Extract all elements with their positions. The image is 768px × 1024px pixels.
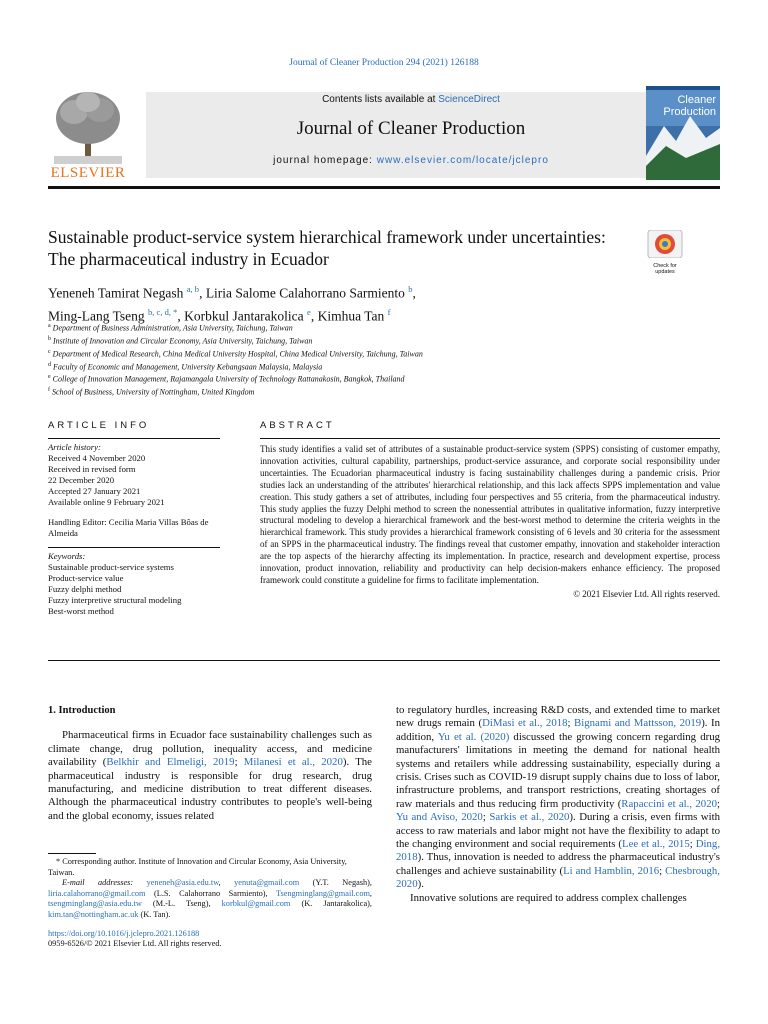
keywords-rule <box>48 547 220 548</box>
footnote-rule <box>48 853 96 854</box>
corresponding-author-note: * Corresponding author. Institute of Innovation and Circular Economy, Asia University, Taiwan. <box>48 857 347 877</box>
author-list: Yeneneh Tamirat Negash $^{a, b}$, Liria Salome Calahorrano Sarmiento $^b$, Ming-Lang Tseng $^{b, c, d, *}$, Korbkul Jantarakolica $^e$, Kimhua Tan $^f$ <box>48 284 416 323</box>
body-paragraph: Pharmaceutical firms in Ecuador face sustainability challenges such as climate change, drug pollution, inequality access, and medicine availability (Belkhir and Elmeligi, 2019; Milanesi et al., 2020). The pharmaceutical industry is responsible for drug research, drug manufacturing, and medicine distribution to treat different diseases. Although the pharmaceutical industry contributes to people's well-being and the global economy, issues related <box>48 729 372 822</box>
citation-link[interactable]: Lee et al., 2015 <box>622 838 690 851</box>
body-paragraph: Innovative solutions are required to address complex challenges <box>410 891 687 904</box>
keywords-label: Keywords: <box>48 550 86 561</box>
keyword: Best-worst method <box>48 606 114 617</box>
abstract-heading: ABSTRACT <box>260 420 335 431</box>
author-name[interactable]: Yeneneh Tamirat Negash <box>48 285 184 301</box>
email-link[interactable]: yeneneh@asia.edu.tw <box>146 878 219 888</box>
citation-link[interactable]: Li and Hamblin, 2016 <box>563 864 660 877</box>
publisher-wordmark: ELSEVIER <box>50 165 126 181</box>
author-affiliation-marker[interactable]: b, c, d, * <box>148 306 178 317</box>
abstract <box>260 444 720 601</box>
citation-link[interactable]: Chesbrough, 2020 <box>396 864 721 891</box>
article-title: Sustainable product-service system hierarchical framework under uncertainties: The pharmaceutical industry in Ecuador <box>48 227 606 269</box>
body-right-column <box>396 704 720 905</box>
article-history-label: Article history: <box>48 442 101 452</box>
body-paragraph: to regulatory hurdles, increasing R&D costs, and extended time to market new drugs remain (DiMasi et al., 2018; Bignami and Mattsson, 2019). In addition, Yu et al. (2020) discussed the growing concern regarding drug manufacturers' limitations in meeting the demand for national health systems and retailers while addressing sustainability, especially during a crisis. Crises such as COVID-19 disrupt supply chains due to loss of labor, infrastructure problems, and transport restrictions, creating shortages of raw materials and thus reducing firm productivity (Rapaccini et al., 2020; Yu and Aviso, 2020; Sarkis et al., 2020). During a crisis, even firms with access to raw materials and labor might not have the flexibility to adapt to the changing environment and social requirements (Lee et al., 2015; Ding, 2018). Thus, innovation is needed to address the pharmaceutical industry's challenges and achieve sustainability (Li and Hamblin, 2016; Chesbrough, 2020). <box>396 704 721 891</box>
affiliation-marker: a <box>48 323 51 329</box>
citation-link[interactable]: Ding, 2018 <box>396 838 721 864</box>
affiliation-text: School of Business, University of Nottingham, United Kingdom <box>52 387 255 397</box>
section-heading: 1. Introduction <box>48 705 116 716</box>
author-affiliation-marker[interactable]: a, b <box>186 284 200 294</box>
affiliation <box>48 372 668 385</box>
journal-banner <box>146 92 676 178</box>
issn-line: 0959-6526/© 2021 Elsevier Ltd. All rights reserved. <box>48 939 222 949</box>
article-info <box>48 442 223 617</box>
check-updates-icon <box>646 230 684 258</box>
affiliation <box>48 321 668 334</box>
citation-link[interactable]: Yu and Aviso, 2020 <box>396 811 483 824</box>
affiliation-text: Department of Medical Research, China Medical University Hospital, China Medical University, Taichung, Taiwan <box>52 349 423 359</box>
citation-link[interactable]: Sarkis et al., 2020 <box>489 811 570 824</box>
doi-link[interactable]: https://doi.org/10.1016/j.jclepro.2021.126188 <box>48 928 200 938</box>
keyword: Sustainable product-service systems <box>48 561 174 572</box>
history-entry: Received in revised form <box>48 464 136 475</box>
abstract-rule <box>260 438 720 439</box>
journal-homepage-line: journal homepage: www.elsevier.com/locate/jclepro <box>273 155 549 166</box>
affiliation <box>48 334 668 347</box>
handling-editor: Handling Editor: Cecilia Maria Villas Bôas de Almeida <box>48 516 209 538</box>
history-entry: Accepted 27 January 2021 <box>48 486 141 497</box>
body-left-column <box>48 704 372 823</box>
affiliation-marker: f <box>48 387 50 394</box>
check-for-updates-button[interactable] <box>646 230 684 275</box>
citation-link[interactable]: Yu et al. (2020) <box>437 730 510 743</box>
citation-link[interactable]: DiMasi et al., 2018 <box>482 717 568 730</box>
journal-title: Journal of Cleaner Production <box>296 118 526 139</box>
article-history <box>48 453 223 508</box>
sciencedirect-link[interactable]: ScienceDirect <box>438 94 500 105</box>
journal-citation[interactable]: Journal of Cleaner Production 294 (2021) 126188 <box>289 58 479 68</box>
email-link[interactable]: Tsengminglang@gmail.com <box>275 888 370 898</box>
affiliation-text: College of Innovation Management, Rajamangala University of Technology Rattanakosin, Bangkok, Thailand <box>52 375 405 385</box>
affiliation-text: Department of Business Administration, Asia University, Taichung, Taiwan <box>52 323 293 333</box>
check-updates-label: Check for updates <box>653 263 677 275</box>
author-affiliation-marker[interactable]: e <box>307 306 311 317</box>
email-link[interactable]: liria.calahorrano@gmail.com <box>48 888 146 898</box>
affiliation-marker: c <box>48 348 51 355</box>
email-addresses: E-mail addresses: yeneneh@asia.edu.tw, yenuta@gmail.com (Y.T. Negash), liria.calahorrano@gmail.com (L.S. Calahorrano Sarmiento), Tsengminglang@gmail.com, tsengminglang@asia.edu.tw (M.-L. Tseng), korbkul@gmail.com (K. Jantarakolica), kim.tan@nottingham.ac.uk (K. Tan). <box>48 878 372 919</box>
email-link[interactable]: kim.tan@nottingham.ac.uk <box>48 909 139 919</box>
citation-link[interactable]: Rapaccini et al., 2020 <box>621 797 717 810</box>
contents-line: Contents lists available at ScienceDirect <box>322 94 500 105</box>
keyword: Fuzzy delphi method <box>48 584 122 595</box>
footnote <box>48 857 372 950</box>
affiliation-marker: e <box>48 374 51 381</box>
author-name[interactable]: Kimhua Tan <box>317 308 385 323</box>
email-link[interactable]: tsengminglang@asia.edu.tw <box>48 899 142 909</box>
author-affiliation-marker[interactable]: f <box>387 306 391 317</box>
history-entry: Available online 9 February 2021 <box>48 497 165 508</box>
email-link[interactable]: yenuta@gmail.com <box>234 878 300 888</box>
affiliation-text: Faculty of Economic and Management, University Kebangsaan Malaysia, Malaysia <box>53 362 323 372</box>
keyword: Product-service value <box>48 572 124 583</box>
abstract-copyright: © 2021 Elsevier Ltd. All rights reserved. <box>573 588 720 599</box>
affiliation <box>48 385 668 398</box>
affiliation-text: Institute of Innovation and Circular Economy, Asia University, Taichung, Taiwan <box>53 336 313 346</box>
citation-link[interactable]: Belkhir and Elmeligi, 2019 <box>106 756 235 769</box>
header-rule <box>48 186 720 189</box>
journal-homepage-link[interactable]: www.elsevier.com/locate/jclepro <box>376 155 549 166</box>
history-entry: Received 4 November 2020 <box>48 453 146 464</box>
author-name[interactable]: Korbkul Jantarakolica <box>184 308 304 323</box>
keyword: Fuzzy interpretive structural modeling <box>48 595 182 606</box>
journal-cover-image[interactable] <box>646 86 720 180</box>
history-entry: 22 December 2020 <box>48 475 115 486</box>
journal-header <box>48 86 720 182</box>
article-info-rule <box>48 438 220 439</box>
author-name[interactable]: Liria Salome Calahorrano Sarmiento <box>205 285 405 301</box>
cover-title-line-2: Production <box>663 106 716 118</box>
email-link[interactable]: korbkul@gmail.com <box>221 899 291 909</box>
author-name[interactable]: Ming-Lang Tseng <box>48 308 145 323</box>
elsevier-logo <box>48 86 128 182</box>
citation-link[interactable]: Bignami and Mattsson, 2019 <box>574 717 702 730</box>
article-info-heading: ARTICLE INFO <box>48 420 150 431</box>
author-affiliation-marker[interactable]: b <box>408 284 413 294</box>
affiliation-marker: b <box>48 335 51 342</box>
cover-title-line-1: Cleaner <box>677 94 716 106</box>
abstract-text: This study identifies a valid set of attributes of a sustainable product-service system (SPPS) consisting of customer empathy, innovation activities, cultural capability, partnerships, product-service assurance, and corporate social responsibility under uncertainties. The Ecuadorian pharmaceutical industry is facing sustainability challenges during a pandemic crisis. Prior studies lack an understanding of the attributes' hierarchical relationship, and this lack affects SPPS implementation and value creation. This study gathers a set of attributes, including four perspectives and 55 criteria, from the pharmaceutical industry. This study applies the fuzzy Delphi method to screen the nonessential attributes in qualitative information, fuzzy interpretive structural modeling to develop a hierarchical framework and the best-worst method to determine the criteria weights in the hierarchical framework. This study provides a hierarchical framework consisting of 6 levels and 30 criteria for the assessment of an SPPS in the pharmaceutical industry. The findings reveal that customer empathy, innovation and stakeholder interaction are the top aspects of the hierarchy affecting its implementation. In practice, research and development expertise, process innovation, product innovation, reliability and productivity can help decision-makers enhance efficiency. The proposed framework could constitute a guideline for firms to facilitate implementation. <box>260 444 720 585</box>
affiliation-list <box>48 321 668 398</box>
keyword-list <box>48 562 223 617</box>
citation-link[interactable]: Milanesi et al., 2020 <box>243 756 343 769</box>
affiliation-marker: d <box>48 361 51 368</box>
abstract-bottom-rule <box>48 660 720 661</box>
affiliation <box>48 360 668 373</box>
affiliation <box>48 347 668 360</box>
